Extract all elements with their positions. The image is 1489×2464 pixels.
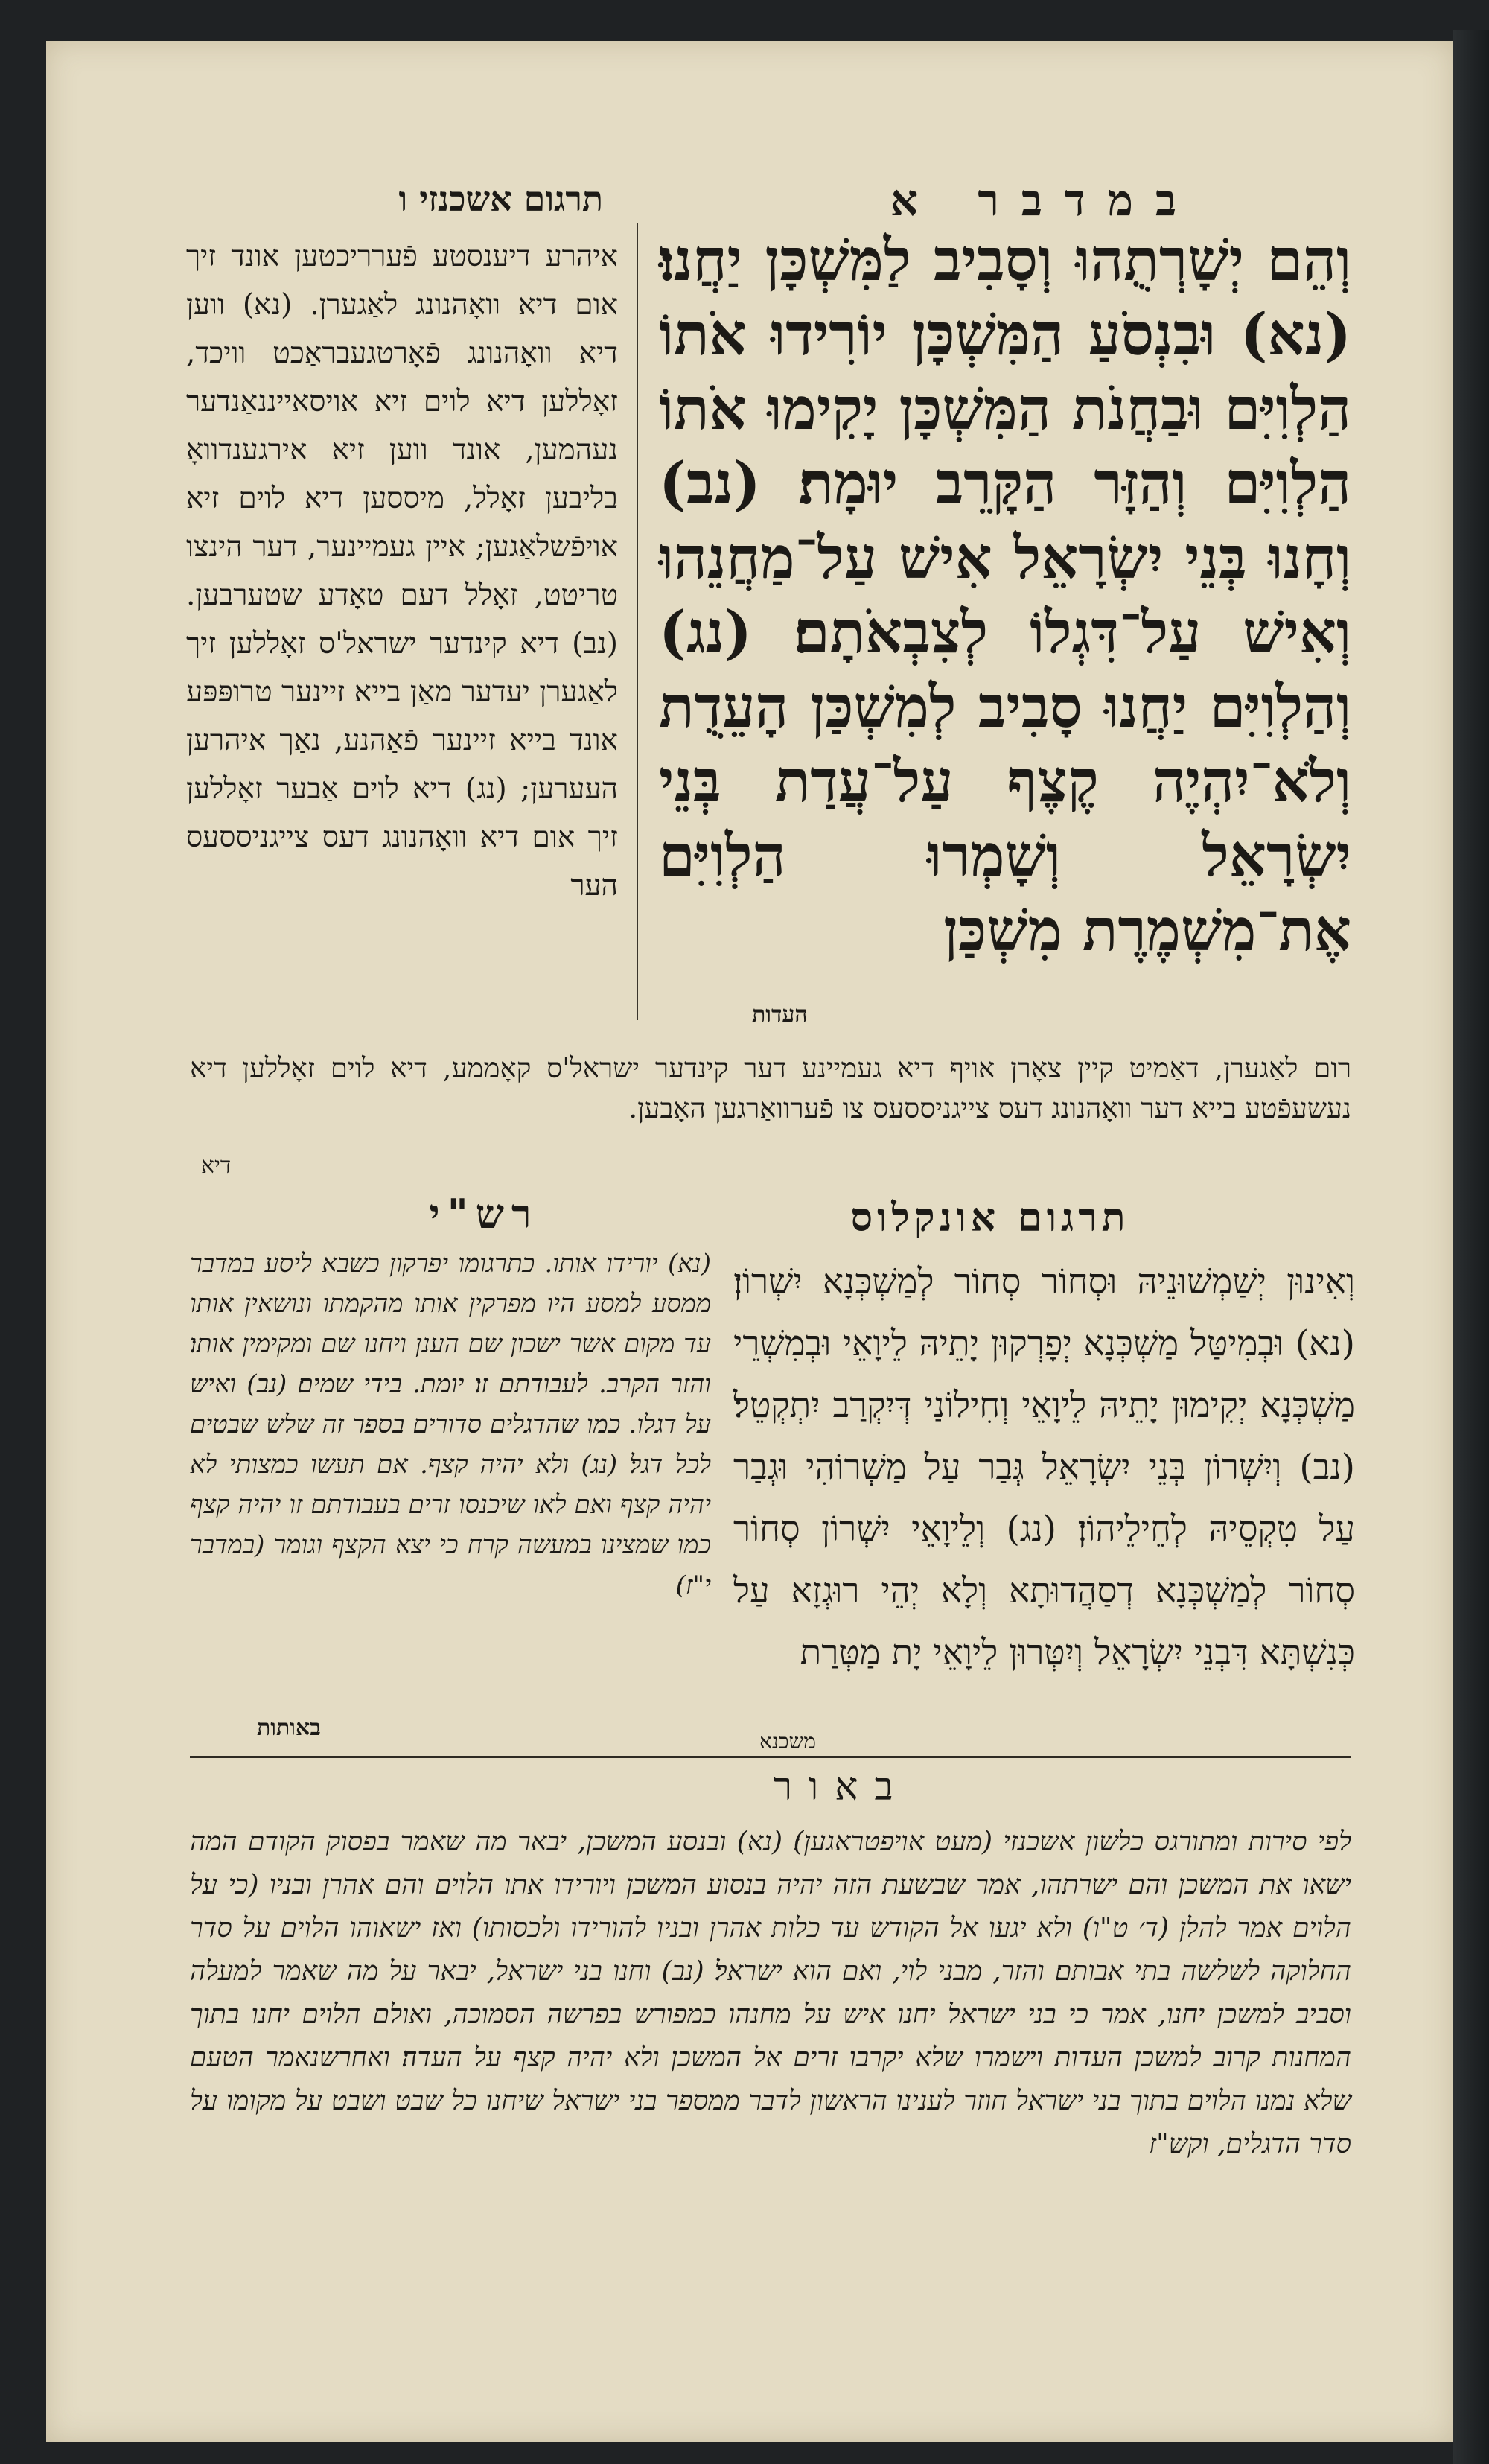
targum-ashkenazi-header: תרגום אשכנזי ו — [398, 179, 603, 219]
ashkenazi-translation-continuation: רום לאַגערן, דאַמיט קיין צאָרן אויף דיא געמיינע דער קינדער ישראל'ס קאָממע, דיא לוים זאָללען דיא נעשעפֿטע בייא דער וואָהנונג דעס צייגניססעס צו פֿערוואַרגען האָבען. — [190, 1052, 1351, 1124]
binding-edge — [1453, 30, 1489, 2464]
column-divider — [637, 223, 638, 1020]
torah-catchword: העדות — [752, 1002, 808, 1028]
onkelos-text: וְאִינוּן יְשַׁמְשׁוּנֵיהּ וּסְחוֹר סְחוֹר לְמַשְׁכְּנָא יִשְׁרוֹן׃ (נא) וּבְמִיטַּל מַשְׁכְּנָא יְפָרְקוּן יָתֵיהּ לֵיוָאֵי וּבְמִשְׁרֵי מַשְׁכְּנָא יְקִימוּן יָתֵיהּ לֵיוָאֵי וְחִילוֹנַי דְּיִקְרַב יִתְקְטֵל׃ (נב) וְיִשְׁרוֹן בְּנֵי יִשְׂרָאֵל גְּבַר עַל מַשְׁרוֹהִי וּגְבַר עַל טִקְסֵיהּ לְחֵילֵיהוֹן׃ (נג) וְלֵיוָאֵי יִשְׁרוֹן סְחוֹר סְחוֹר לְמַשְׁכְּנָא דְסַהֲדוּתָא וְלָא יְהֵי רוּגְזָא עַל כְּנִשְׁתָּא דִּבְנֵי יִשְׂרָאֵל וְיִטְּרוּן לֵיוָאֵי יָת מַטְּרַת — [733, 1261, 1355, 1673]
onkelos-title: תרגום אונקלוס — [850, 1195, 1130, 1241]
rashi-commentary: (נא) יורידו אותו. כתרגומו יפרקון כשבא ליסע במדבר ממסע למסע היו מפרקין אותו מהקמתו ונושאין אותו עד מקום אשר ישכון שם הענן ויחנו שם ומקימין אותו׃ והזר הקרב. לעבודתם זו׃ יומת. בידי שמים׃ (נב) ואיש על דגלו. כמו שהדגלים סדורים בספר זה שלש שבטים לכל דגל׃ (נג) ולא יהיה קצף. אם תעשו כמצותי לא יהיה קצף ואם לאו שיכנסו זרים בעבודתם זו יהיה קצף כמו שמצינו במעשה קרח כי יצא הקצף וגומר (במדבר י"ז)׃ — [190, 1249, 711, 1600]
ashkenazi-catchword: דיא — [201, 1153, 232, 1179]
torah-text: וְהֵם יְשָׁרְתֻהוּ וְסָבִיב לַמִּשְׁכָּן יַחֲנוּ׃ (נא) וּבִנְסֹעַ הַמִּשְׁכָּן יוֹרִידוּ אֹתוֹ הַלְוִיִּם וּבַחֲנֹת הַמִּשְׁכָּן יָקִימוּ אֹתוֹ הַלְוִיִּם וְהַזָּר הַקָּרֵב יוּמָת׃ (נב) וְחָנוּ בְּנֵי יִשְׂרָאֵל אִישׁ עַל־מַחֲנֵהוּ וְאִישׁ עַל־דִּגְלוֹ לְצִבְאֹתָם׃ (נג) וְהַלְוִיִּם יַחֲנוּ סָבִיב לְמִשְׁכַּן הָעֵדֻת וְלֹא־יִהְיֶה קֶצֶף עַל־עֲדַת בְּנֵי יִשְׂרָאֵל וְשָׁמְרוּ הַלְוִיִּם אֶת־מִשְׁמֶרֶת מִשְׁכַּן — [659, 226, 1351, 964]
biur-title: באור — [773, 1765, 910, 1809]
book-header: במדבר א — [890, 175, 1199, 226]
onkelos-catchword: משכנא — [759, 1729, 817, 1754]
biur-commentary: לפי סירות ומתורגס כלשון אשכנזי (מעט אויפטראגען)׃ (נא) ובנסע המשכן, יבאר מה שאמר בפסוק הקודם המה ישאו את המשכן והם ישרתהו, אמר שבשעת הזה יהיה בנסוע המשכן ויורידו אתו הלוים והם אהרן ובניו (כי על הלוים אמר להלן (ד׳ ט"ו) ולא יגעו אל הקודש עד כלות אהרן ובניו להורידו ולכסותו) ואז ישאוהו הלוים על סדר החלוקה לשלשה בתי אבותם׃ והזר, מבני לוי, ואם הוא ישראל׃ (נב) וחנו בני ישראל, יבאר על מה שאמר למעלה וסביב למשכן יחנו, אמר כי בני ישראל יחנו איש על מחנהו כמפורש בפרשה הסמוכה, ואולם הלוים יחנו בתוך המחנות קרוב למשכן העדות וישמרו שלא יקרבו זרים אל המשכן ולא יהיה קצף על העדה׃ ואחרשנאמר הטעם שלא נמנו הלוים בתוך בני ישראל חוזר לענינו הראשון לדבר ממספר בני ישראל שיחנו כל שבט ושבט על מקומו על סדר הדגלים, וקש"ז — [190, 1827, 1351, 2159]
rashi-catchword: באותות — [257, 1715, 321, 1741]
rashi-title: רש"י — [429, 1190, 539, 1238]
section-rule — [190, 1756, 1351, 1758]
ashkenazi-translation: איהרע דיענסטע פֿערריכטען אונד זיך אום דיא וואָהנונג לאַגערן. (נא) ווען דיא וואָהנונג פֿאָרטגעבראַכט וויכד, זאָללען דיא לוים זיא אויסאייננאַנדער נעהמען, אונד ווען זיא אירגענדוואָ בליבען זאָלל, מיססען דיא לוים זיא אויפֿשלאַגען; איין געמיינער, דער הינצו טריטט, זאָלל דעם טאָדע שטערבען. (נב) דיא קינדער ישראל'ס זאָללען זיך לאַגערן יעדער מאַן בייא זיינער טרופּפּע אונד בייא זיינער פֿאַהנע, נאַך איהרען העערען; (נג) דיא לוים אַבער זאָללען זיך אום דיא וואָהנונג דעס צייגניססעס הער — [186, 240, 618, 902]
